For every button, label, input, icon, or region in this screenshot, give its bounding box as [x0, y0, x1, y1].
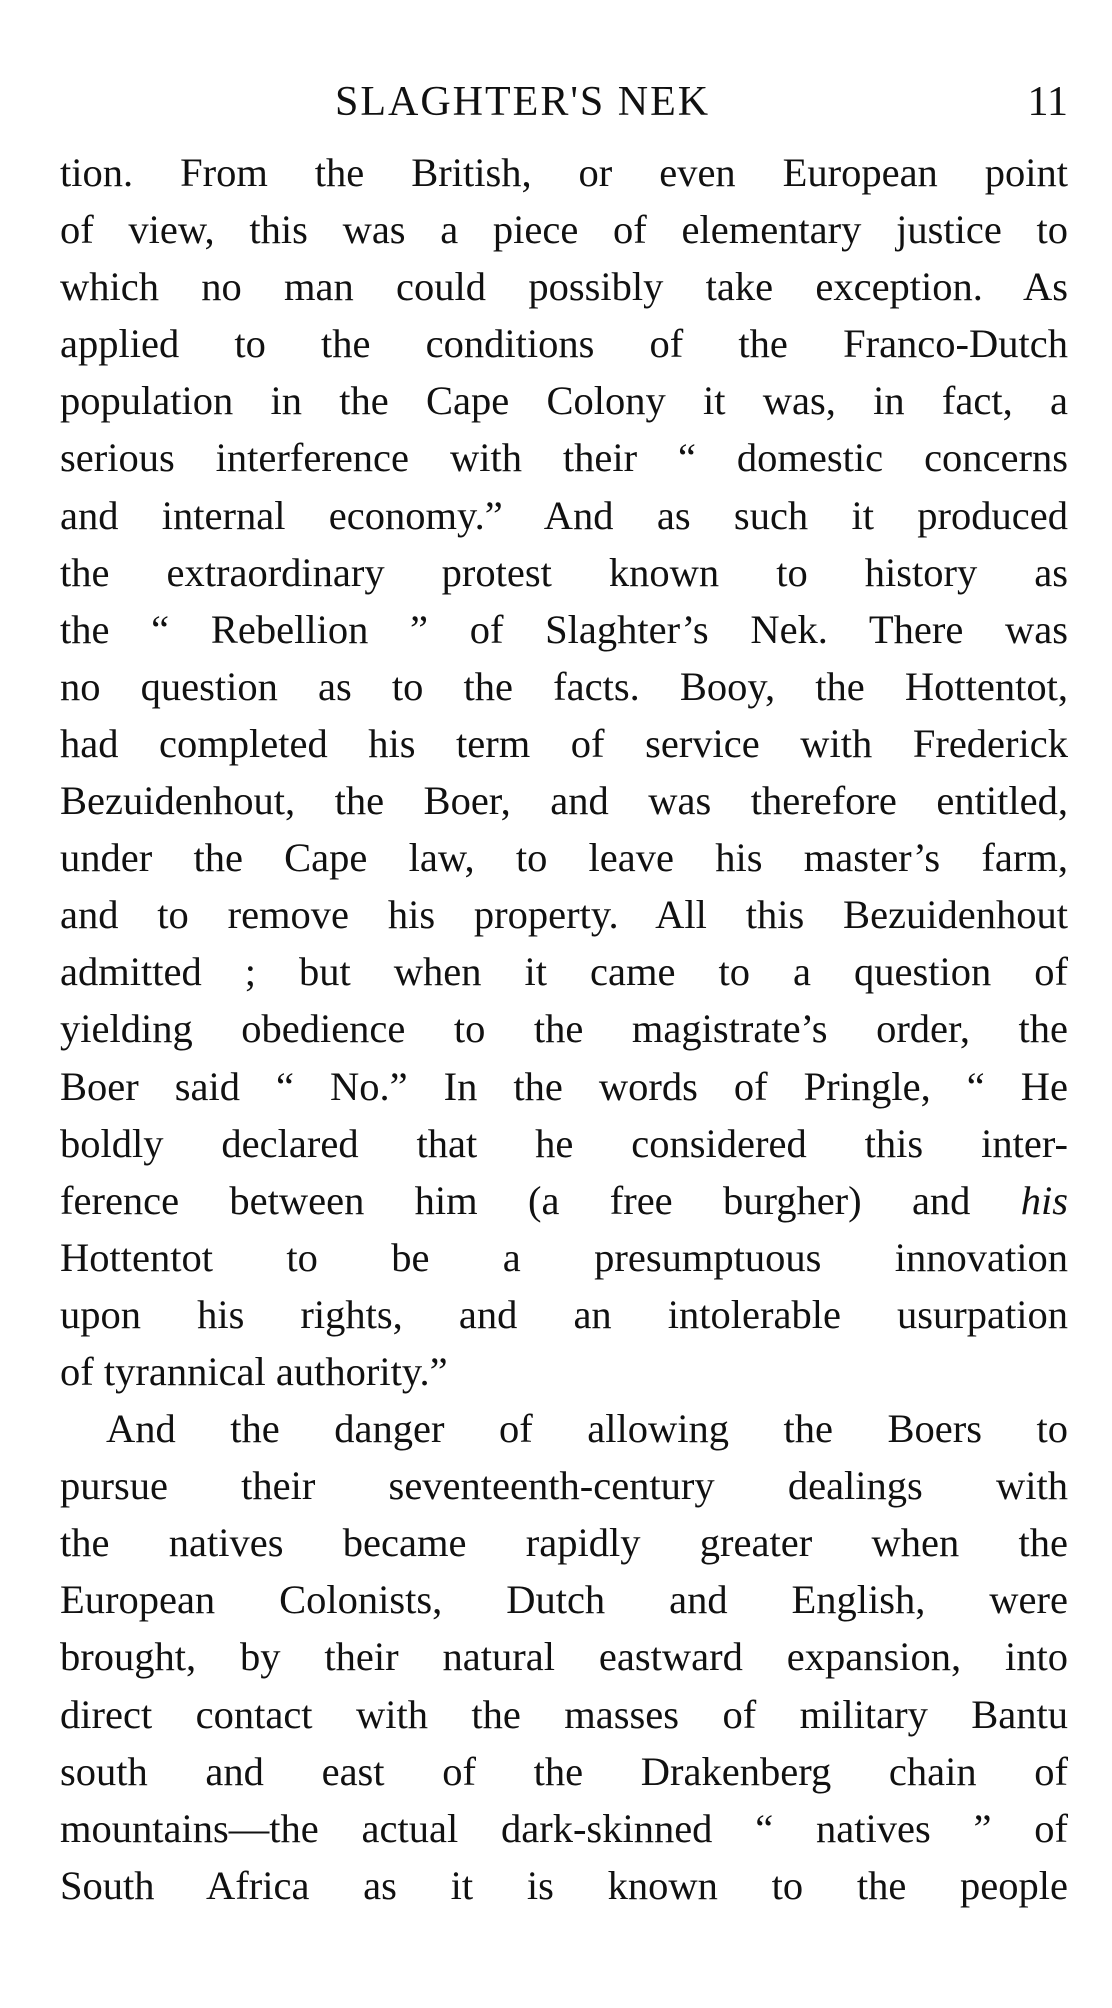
italic-word: his [1020, 1177, 1068, 1223]
paragraph-1 [60, 144, 1068, 1400]
text-line: of view, this was a piece of elementary justice to [60, 207, 1068, 253]
text-line: pursue their seventeenth-century dealings with [60, 1463, 1068, 1509]
text-line: of tyrannical authority.” [60, 1348, 448, 1394]
text-line: under the Cape law, to leave his master’s farm, [60, 835, 1068, 881]
paragraph-2 [60, 1400, 1068, 1914]
text-line: had completed his term of service with Frederick [60, 720, 1068, 766]
text-line: the extraordinary protest known to history as [60, 549, 1068, 595]
text-line: which no man could possibly take exception. As [60, 264, 1068, 310]
text-line: boldly declared that he considered this inter- [60, 1120, 1068, 1166]
text-line: European Colonists, Dutch and English, were [60, 1577, 1068, 1623]
running-head [0, 72, 1112, 132]
text-line: Hottentot to be a presumptuous innovation [60, 1234, 1068, 1280]
text-line: and to remove his property. All this Bezuidenhout [60, 892, 1068, 938]
running-title: SLAGHTER'S NEK [335, 79, 711, 125]
text-line: Boer said “ No.” In the words of Pringle, “ He [60, 1063, 1068, 1109]
text-line: admitted ; but when it came to a question of [60, 949, 1068, 995]
text-line: And the danger of allowing the Boers to [106, 1406, 1068, 1452]
text-line: direct contact with the masses of military Bantu [60, 1691, 1068, 1737]
text-fragment: ference between him (a free burgher) and [60, 1177, 971, 1223]
text-line: the “ Rebellion ” of Slaghter’s Nek. There was [60, 606, 1068, 652]
text-line: brought, by their natural eastward expansion, into [60, 1634, 1068, 1680]
text-line: the natives became rapidly greater when the [60, 1520, 1068, 1566]
text-line: tion. From the British, or even European point [60, 150, 1068, 195]
text-line: serious interference with their “ domestic concerns [60, 435, 1068, 481]
body-text [60, 144, 1068, 1914]
text-line: applied to the conditions of the Franco-Dutch [60, 321, 1068, 367]
text-line: south and east of the Drakenberg chain of [60, 1748, 1068, 1794]
text-line: South Africa as it is known to the people [60, 1862, 1068, 1908]
text-line: population in the Cape Colony it was, in fact, a [60, 378, 1068, 424]
text-line: Bezuidenhout, the Boer, and was therefore entitled, [60, 778, 1068, 824]
text-line: upon his rights, and an intolerable usurpation [60, 1291, 1068, 1337]
text-line: yielding obedience to the magistrate’s order, the [60, 1006, 1068, 1052]
text-line-with-italic [60, 1172, 1068, 1229]
text-line: mountains—the actual dark-skinned “ natives ” of [60, 1805, 1068, 1851]
text-line: no question as to the facts. Booy, the Hottentot, [60, 663, 1068, 709]
text-line: and internal economy.” And as such it produced [60, 492, 1068, 538]
page-number: 11 [1027, 79, 1068, 125]
